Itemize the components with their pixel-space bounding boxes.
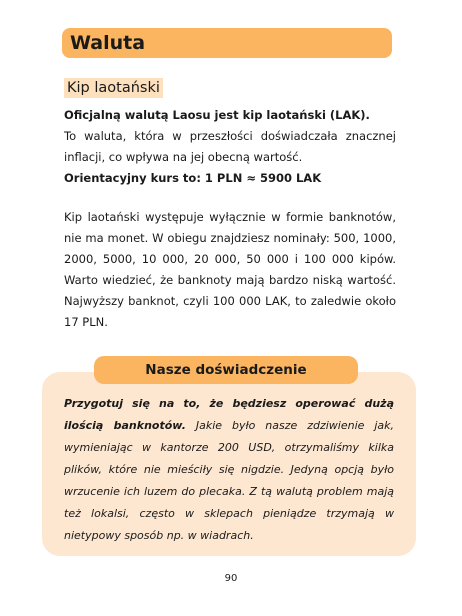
intro-lead: Oficjalną walutą Laosu jest kip laotański (LAK). — [64, 108, 370, 122]
callout-body: Jakie było nasze zdziwienie jak, wymieniając w kantorze 200 USD, otrzymaliśmy kilka plików, które nie mieściły się nigdzie. Jedyną opcją było wrzucenie ich luzem do plecaka. Z tą walutą problem mają też lokalsi, często w sklepach pieniądze trzymają w nietypowy sposób np. w wiadrach. — [64, 419, 394, 542]
section-title: Waluta — [62, 28, 392, 58]
callout-lead: Przygotuj się na to, że będziesz operować dużą ilością banknotów. — [64, 397, 394, 432]
subsection-title: Kip laotański — [64, 78, 163, 98]
callout-label: Nasze doświadczenie — [94, 356, 358, 384]
callout-text — [64, 393, 394, 547]
exchange-rate: Orientacyjny kurs to: 1 PLN ≈ 5900 LAK — [64, 171, 322, 185]
intro-paragraph — [64, 105, 396, 189]
intro-body: To waluta, która w przeszłości doświadczała znacznej inflacji, co wpływa na jej obecną wartość. — [64, 129, 396, 164]
page-number: 90 — [224, 573, 238, 584]
banknotes-paragraph: Kip laotański występuje wyłącznie w formie banknotów, nie ma monet. W obiegu znajdziesz nominały: 500, 1000, 2000, 5000, 10 000, 20 000, 50 000 i 100 000 kipów. Warto wiedzieć, że banknoty mają bardzo niską wartość. Najwyższy banknot, czyli 100 000 LAK, to zaledwie około 17 PLN. — [64, 210, 396, 329]
